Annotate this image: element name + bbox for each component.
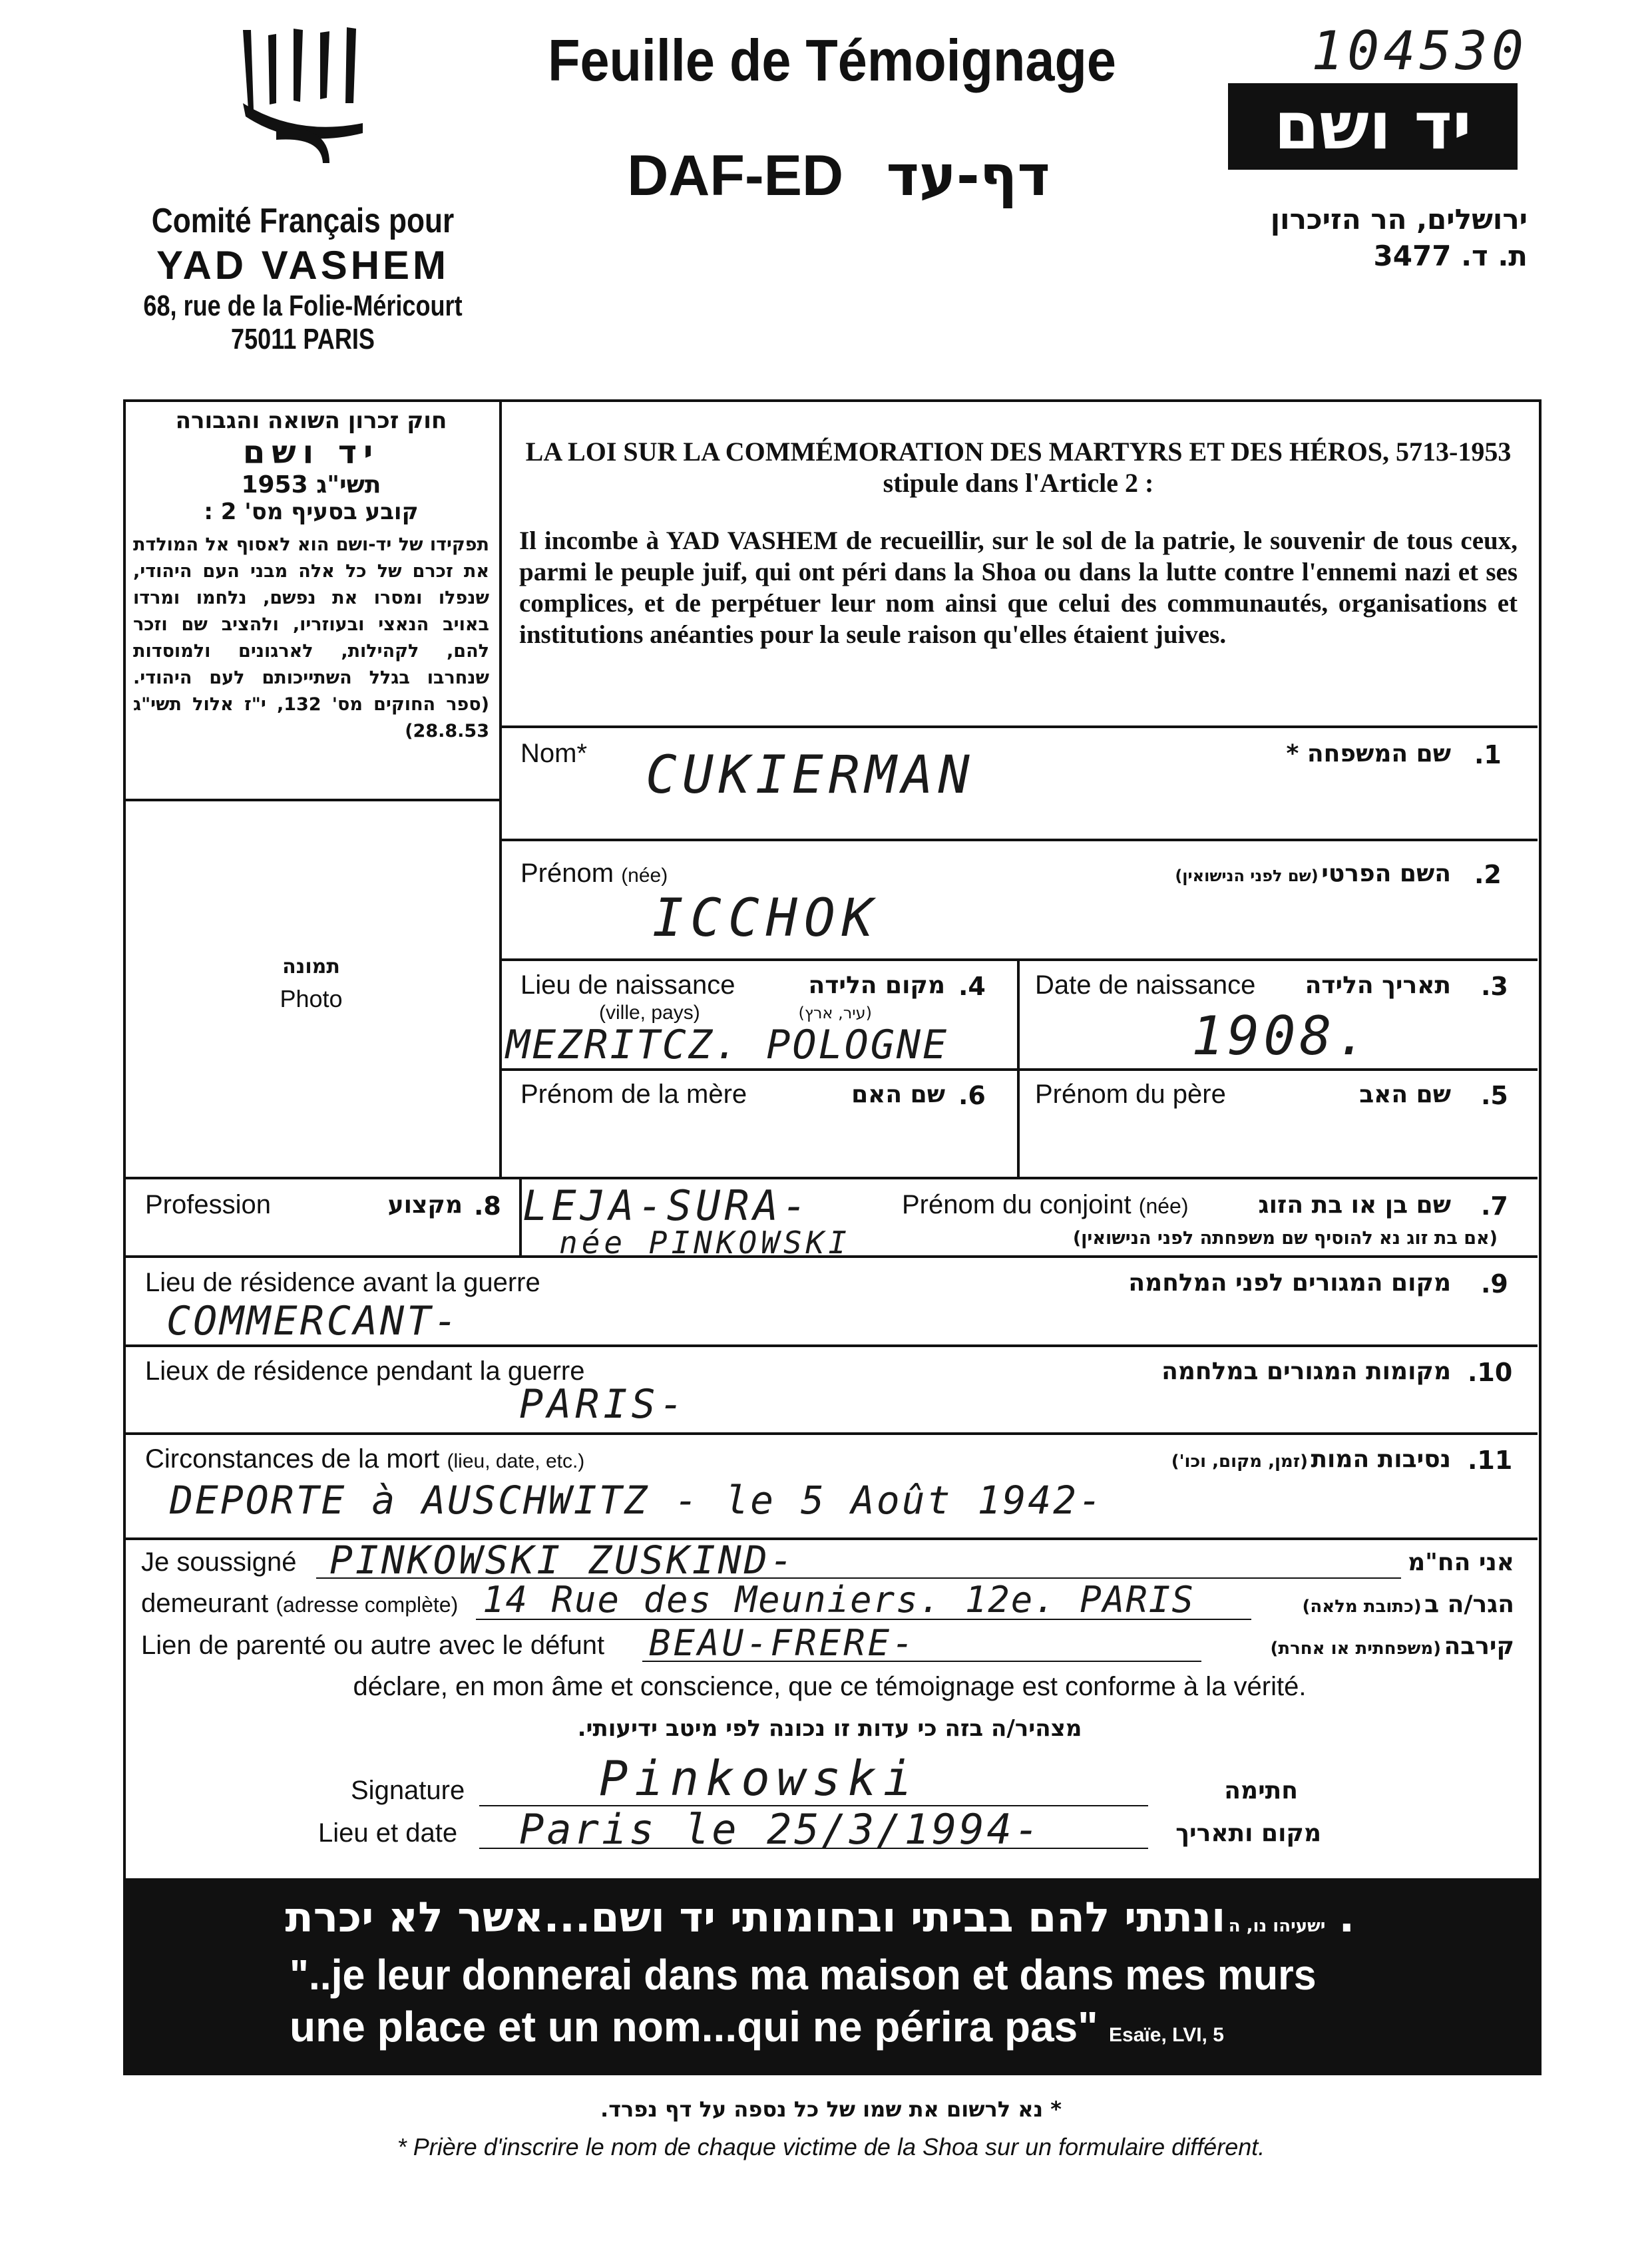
field-lieu-naissance-hebrew: מקום הלידה <box>808 972 945 999</box>
field-prenom-pere-number: .5 <box>1481 1081 1508 1110</box>
field-conjoint-value-line1[interactable]: LEJA-SURA- <box>522 1181 811 1230</box>
demeurant-label: demeurant <box>141 1589 269 1618</box>
demeurant-value[interactable]: 14 Rue des Meuniers. 12e. PARIS <box>483 1579 1195 1621</box>
law-hebrew-title3: תשי"ג 1953 <box>241 471 381 499</box>
yad-vashem-menorah-logo <box>230 23 383 183</box>
field-prenom-hebrew-wrap <box>965 860 1451 887</box>
field-profession-hebrew: מקצוע <box>387 1191 463 1219</box>
org-name-line2: YAD VASHEM <box>156 243 450 288</box>
demeurant-hebrew: הגר/ה ב <box>1424 1591 1514 1618</box>
field-circonstances-value[interactable]: DEPORTE à AUSCHWITZ - le 5 Août 1942- <box>170 1478 1104 1523</box>
form-subtitle-hebrew: דף-עד <box>886 143 1050 208</box>
law-hebrew-title2: יד ושם <box>242 434 380 471</box>
field-nom-value[interactable]: CUKIERMAN <box>646 745 975 805</box>
soussigne-value[interactable]: PINKOWSKI ZUSKIND- <box>329 1537 796 1583</box>
org-address1: 68, rue de la Folie-Méricourt <box>143 290 463 322</box>
field-prenom-value[interactable]: ICCHOK <box>652 889 880 948</box>
soussigne-label: Je soussigné <box>141 1547 297 1577</box>
law-hebrew-body: תפקידו של יד-ושם הוא לאסוף אל המולדת את זכרם של כל אלה מבני העם היהודי, שנפלו ומסרו את נפשם, נלחמו ומרדו באויב הנאצי ובעוזריו, ולהציב שם וזכר להם, לקהילות, לארגונים ולמוסדות שנחרבו בגלל השתייכותם לעם היהודי. (ספר החוקים מס' 132, י"ז אלול תשי"ג 28.8.53) <box>133 534 489 741</box>
lien-hebrew-wrap <box>1205 1633 1514 1660</box>
lien-label: Lien de parenté ou autre avec le défunt <box>141 1631 605 1660</box>
field-lieu-naissance-value[interactable]: MEZRITCZ. POLOGNE <box>506 1022 949 1068</box>
soussigne-hebrew: אני הח"מ <box>1408 1549 1514 1576</box>
field-date-naissance-hebrew: תאריך הלידה <box>1305 972 1451 999</box>
field-circonstances-label-wrap <box>145 1444 584 1474</box>
banner-french-line2: une place et un nom...qui ne périra pas" <box>290 2003 1098 2051</box>
field-prenom-mere-hebrew: שם האם <box>851 1081 945 1108</box>
field-conjoint-small: (née) <box>1138 1194 1189 1218</box>
field-circonstances-hebrew: נסיבות המות <box>1311 1446 1451 1473</box>
field-circonstances-small: (lieu, date, etc.) <box>447 1450 585 1472</box>
lien-hebrew-small: (משפחתית או אחרת) <box>1270 1639 1442 1659</box>
lieu-date-hebrew: מקום ותאריך <box>1175 1820 1321 1847</box>
demeurant-small: (adresse complète) <box>276 1593 459 1617</box>
photo-hebrew-label: תמונה <box>282 955 340 978</box>
field-residence-pendant-label: Lieux de résidence pendant la guerre <box>145 1356 585 1386</box>
banner-french-ref: Esaïe, LVI, 5 <box>1109 2024 1224 2046</box>
field-date-naissance-value[interactable]: 1908. <box>1191 1005 1372 1067</box>
divider <box>1017 958 1020 1178</box>
field-profession-label: Profession <box>145 1190 271 1219</box>
field-conjoint-hebrew: שם בן או בת הזוג <box>1258 1191 1451 1219</box>
divider <box>519 1177 522 1257</box>
divider <box>499 725 1538 728</box>
field-lieu-naissance-number: .4 <box>958 972 986 1001</box>
law-french-subtitle: stipule dans l'Article 2 : <box>883 468 1154 498</box>
field-prenom-label: Prénom <box>520 859 614 888</box>
divider <box>123 1432 1538 1435</box>
lieu-date-label: Lieu et date <box>318 1818 458 1848</box>
law-hebrew-title1: חוק זכרון השואה והגבורה <box>175 407 447 434</box>
signature-value[interactable]: Pinkowski <box>599 1750 919 1806</box>
quote-banner <box>123 1878 1539 2073</box>
field-prenom-label-wrap <box>520 859 668 889</box>
field-residence-pendant-hebrew: מקומות המגורים במלחמה <box>1161 1358 1451 1385</box>
divider <box>499 399 502 1178</box>
footer-french: * Prière d'inscrire le nom de chaque victime de la Shoa sur un formulaire différent. <box>397 2133 1265 2160</box>
field-circonstances-label: Circonstances de la mort <box>145 1444 440 1474</box>
banner-hebrew-ref: ישעיהו נו, ה <box>1228 1916 1326 1936</box>
law-hebrew-title4: קובע בסעיף מס' 2 : <box>204 499 419 525</box>
field-conjoint-label: Prénom du conjoint <box>902 1190 1132 1219</box>
field-residence-avant-label: Lieu de résidence avant la guerre <box>145 1268 540 1297</box>
banner-french-line1: "..je leur donnerai dans ma maison et dans mes murs <box>290 1951 1317 1999</box>
declaration-hebrew: מצהיר/ה בזה כי עדות זו נכונה לפי מיטב ידיעותי. <box>577 1715 1082 1742</box>
footer-hebrew: * נא לרשום את שמו של כל נספה על דף נפרד. <box>600 2097 1062 2122</box>
field-conjoint-label-wrap <box>902 1190 1188 1220</box>
field-conjoint-number: .7 <box>1481 1191 1508 1221</box>
declaration-french: déclare, en mon âme et conscience, que ce témoignage est conforme à la vérité. <box>353 1672 1307 1701</box>
signature-label: Signature <box>351 1776 465 1805</box>
field-residence-avant-value[interactable]: COMMERCANT- <box>166 1298 461 1344</box>
archive-number: 104530 <box>1311 20 1528 82</box>
divider <box>123 799 499 801</box>
demeurant-hebrew-wrap <box>1251 1591 1514 1618</box>
field-prenom-number: .2 <box>1474 860 1502 889</box>
field-residence-avant-number: .9 <box>1481 1269 1508 1299</box>
field-residence-avant-hebrew: מקום המגורים לפני המלחמה <box>1128 1269 1451 1297</box>
lien-hebrew: קירבה <box>1444 1633 1514 1660</box>
divider <box>123 1344 1538 1347</box>
photo-label: Photo <box>280 985 343 1012</box>
form-subtitle-latin: DAF-ED <box>627 144 844 208</box>
field-prenom-mere-number: .6 <box>958 1081 986 1110</box>
lien-value[interactable]: BEAU-FRERE- <box>649 1622 917 1664</box>
banner-french-line2-row <box>290 2002 1224 2051</box>
field-lieu-naissance-label: Lieu de naissance <box>520 970 735 1000</box>
divider <box>123 1177 1538 1179</box>
demeurant-hebrew-small: (כתובת מלאה) <box>1302 1597 1422 1617</box>
field-circonstances-hebrew-small: (זמן, מקום, וכו') <box>1171 1452 1308 1472</box>
field-nom-label: Nom* <box>520 739 588 768</box>
field-lieu-naissance-hebrew-small: (עיר, ארץ) <box>798 1004 872 1022</box>
field-prenom-small: (née) <box>621 865 668 887</box>
field-nom-hebrew: שם המשפחה * <box>1286 740 1451 767</box>
org-name-line1: Comité Français pour <box>151 202 455 240</box>
hebrew-address1: ירושלים, הר הזיכרון <box>1270 203 1528 236</box>
demeurant-label-wrap <box>141 1589 458 1619</box>
form-title: Feuille de Témoignage <box>548 27 1116 93</box>
banner-hebrew-row <box>123 1893 1354 1941</box>
field-conjoint-value-line2[interactable]: née PINKOWSKI <box>559 1225 851 1261</box>
field-nom-number: .1 <box>1474 740 1502 769</box>
banner-hebrew: ונתתי להם בביתי ובחומותי יד ושם...אשר לא יכרת. <box>285 1893 1354 1941</box>
field-prenom-pere-hebrew: שם האב <box>1359 1081 1451 1108</box>
hebrew-address2: ת. ד. 3477 <box>1373 240 1528 272</box>
field-circonstances-hebrew-wrap <box>998 1446 1451 1473</box>
field-date-naissance-label: Date de naissance <box>1035 970 1256 1000</box>
org-address2: 75011 PARIS <box>231 323 375 355</box>
logo-text: יד ושם <box>1274 89 1472 164</box>
divider <box>499 839 1538 841</box>
lieu-date-value[interactable]: Paris le 25/3/1994- <box>519 1805 1042 1854</box>
field-residence-pendant-value[interactable]: PARIS- <box>519 1381 688 1428</box>
field-prenom-mere-label: Prénom de la mère <box>520 1080 747 1109</box>
yad-vashem-logo-block <box>1228 83 1518 170</box>
field-circonstances-number: .11 <box>1468 1446 1513 1475</box>
field-lieu-naissance-small: (ville, pays) <box>599 1002 700 1024</box>
field-conjoint-hebrew-small: (אם בת זוג נא להוסיף שם משפחתה לפני הנישואין) <box>1072 1228 1498 1249</box>
law-french-body: Il incombe à YAD VASHEM de recueillir, sur le sol de la patrie, le souvenir de tous ceux, parmi le peuple juif, qui ont péri dans la Shoa ou dans la lutte contre l'ennemi nazi et ses complices, et de perpétuer leur nom ainsi que celui des communautés, organisations et institutions anéanties pour la seule raison qu'elles étaient juives. <box>519 526 1518 649</box>
field-date-naissance-number: .3 <box>1481 972 1508 1001</box>
field-prenom-pere-label: Prénom du père <box>1035 1080 1226 1109</box>
law-french-title: LA LOI SUR LA COMMÉMORATION DES MARTYRS ET DES HÉROS, 5713-1953 <box>525 437 1512 467</box>
field-prenom-hebrew-small: (שם לפני הנישואין) <box>1175 867 1319 885</box>
signature-hebrew: חתימה <box>1224 1777 1298 1804</box>
field-profession-number: .8 <box>474 1191 501 1221</box>
field-residence-pendant-number: .10 <box>1468 1358 1513 1387</box>
field-prenom-hebrew: השם הפרטי <box>1321 860 1451 887</box>
